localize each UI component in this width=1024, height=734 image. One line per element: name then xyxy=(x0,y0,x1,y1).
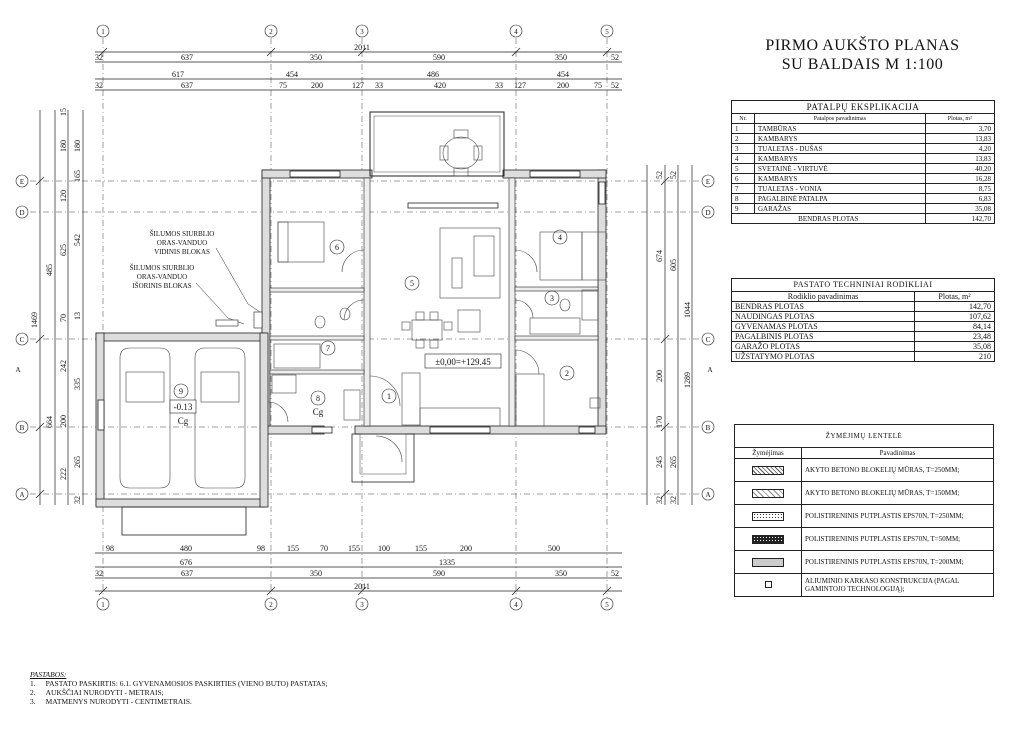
dimension-text: 350 xyxy=(310,569,322,578)
dimension-text: 75 xyxy=(594,81,602,90)
table-row xyxy=(732,164,995,174)
dimension-text: 180 xyxy=(59,140,68,152)
room-name: PAGALBINĖ PATALPA xyxy=(755,194,926,204)
heat-pump-outer-label: IŠORINIS BLOKAS xyxy=(132,282,192,290)
dimension-text: 32 xyxy=(95,53,103,62)
room-number: 6 xyxy=(732,174,755,184)
dimension-text: 542 xyxy=(73,234,82,246)
table-caption: PASTATO TECHNINIAI RODIKLIAI xyxy=(732,279,995,292)
room-area: 3,70 xyxy=(925,124,994,134)
dimension-text: 335 xyxy=(73,378,82,390)
dimension-text: 605 xyxy=(669,259,678,271)
dimension-text: 52 xyxy=(611,81,619,90)
dimension-text: 676 xyxy=(180,558,192,567)
dimension-text: 637 xyxy=(181,81,193,90)
dimension-text: 664 xyxy=(45,416,54,428)
dimension-text: 1469 xyxy=(30,312,39,328)
note-item xyxy=(30,679,328,688)
dimension-text: 15 xyxy=(59,108,68,116)
heat-pump-inner-label: ŠILUMOS SIURBLIO xyxy=(149,230,215,238)
table-row xyxy=(732,134,995,144)
room-name: TAMBŪRAS xyxy=(755,124,926,134)
dimension-text: 52 xyxy=(611,53,619,62)
room-area: 13,83 xyxy=(925,154,994,164)
dimension-text: 32 xyxy=(95,81,103,90)
dimension-text: 13 xyxy=(73,312,82,320)
column-header: Žymėjimas xyxy=(735,448,802,459)
hatch-swatch-icon xyxy=(752,558,784,567)
table-row xyxy=(735,482,994,505)
dimension-text: 98 xyxy=(106,544,114,553)
table-row xyxy=(732,204,995,214)
heat-pump-outer-label: ŠILUMOS SIURBLIO xyxy=(129,264,195,272)
dimension-text: 590 xyxy=(433,569,445,578)
dimension-text: 75 xyxy=(279,81,287,90)
note-number: 3. xyxy=(30,697,36,706)
dimension-text: 485 xyxy=(45,264,54,276)
hatch-swatch-icon xyxy=(752,489,784,498)
total-value: 142,70 xyxy=(925,214,994,224)
table-row xyxy=(732,124,995,134)
column-header: Plotas, m² xyxy=(925,114,994,124)
note-text: MATMENYS NURODYTI - CENTIMETRAIS. xyxy=(45,697,192,706)
dimension-text: 70 xyxy=(59,314,68,322)
table-row xyxy=(732,322,995,332)
dimension-text: 637 xyxy=(181,569,193,578)
room-number-label: 6 xyxy=(335,243,339,252)
cg-label: Cg xyxy=(312,407,324,417)
room-number: 8 xyxy=(732,194,755,204)
dimension-text: 454 xyxy=(557,70,569,79)
room-number-label: 8 xyxy=(316,394,320,403)
notes-block xyxy=(30,670,328,706)
grid-row-label: D xyxy=(19,209,25,217)
grid-row-label: E xyxy=(705,178,711,186)
dimension-text: 350 xyxy=(310,53,322,62)
dimension-text: 265 xyxy=(73,456,82,468)
indicator-name: UŽSTATYMO PLOTAS xyxy=(732,352,915,362)
legend-symbol-cell xyxy=(735,574,802,597)
room-number-label: 3 xyxy=(550,294,554,303)
dimension-text: 155 xyxy=(287,544,299,553)
dimension-text: 127 xyxy=(514,81,526,90)
dimension-text: 180 xyxy=(73,140,82,152)
room-name: KAMBARYS xyxy=(755,174,926,184)
room-number: 7 xyxy=(732,184,755,194)
room-number-label: 4 xyxy=(558,233,562,242)
room-area: 6,83 xyxy=(925,194,994,204)
room-number-label: 1 xyxy=(387,392,391,401)
room-name: KAMBARYS xyxy=(755,134,926,144)
table-total-row xyxy=(732,214,995,224)
dimension-text: 200 xyxy=(460,544,472,553)
note-item xyxy=(30,688,328,697)
dimension-text: 480 xyxy=(180,544,192,553)
indicator-name: PAGALBINIS PLOTAS xyxy=(732,332,915,342)
room-number-label: 7 xyxy=(326,344,330,353)
title-line-1: PIRMO AUKŠTO PLANAS xyxy=(765,37,960,54)
room-schedule-table xyxy=(731,100,995,224)
room-name: TUALETAS - DUŠAS xyxy=(755,144,926,154)
room-number-label: 9 xyxy=(179,387,183,396)
room-area: 13,83 xyxy=(925,134,994,144)
section-mark: A xyxy=(707,366,713,374)
dimension-text: 350 xyxy=(555,53,567,62)
room-number: 2 xyxy=(732,134,755,144)
grid-column-label: 2 xyxy=(269,28,273,36)
indicator-name: NAUDINGAS PLOTAS xyxy=(732,312,915,322)
grid-row-label: B xyxy=(19,424,25,432)
heat-pump-inner-label: ORAS-VANDUO xyxy=(156,239,208,247)
notes-heading: PASTABOS: xyxy=(30,670,67,679)
table-row xyxy=(732,194,995,204)
dimension-text: 2011 xyxy=(354,582,370,591)
dimension-text: 52 xyxy=(655,171,664,179)
table-caption-row xyxy=(732,279,995,292)
room-number-label: 2 xyxy=(565,369,569,378)
dimension-text: 70 xyxy=(320,544,328,553)
table-row xyxy=(732,184,995,194)
dimension-text: 350 xyxy=(555,569,567,578)
table-row xyxy=(732,342,995,352)
dimension-text: 590 xyxy=(433,53,445,62)
dimension-text: 1289 xyxy=(683,372,692,388)
cg-label: Cg xyxy=(177,416,189,426)
indicator-value: 107,62 xyxy=(915,312,995,322)
indicator-value: 84,14 xyxy=(915,322,995,332)
dimension-text: 155 xyxy=(348,544,360,553)
dimension-text: 200 xyxy=(557,81,569,90)
grid-column-label: 4 xyxy=(514,28,518,36)
dimension-text: 500 xyxy=(548,544,560,553)
grid-row-label: A xyxy=(705,491,711,499)
dimension-text: 222 xyxy=(59,468,68,480)
indicator-value: 35,08 xyxy=(915,342,995,352)
technical-indicators-table xyxy=(731,278,995,362)
total-label: BENDRAS PLOTAS xyxy=(732,214,926,224)
dimension-text: 155 xyxy=(415,544,427,553)
legend-description: AKYTO BETONO BLOKELIŲ MŪRAS, T=150MM; xyxy=(802,482,994,505)
grid-column-label: 1 xyxy=(101,28,105,36)
column-header: Nr. xyxy=(732,114,755,124)
room-area: 8,75 xyxy=(925,184,994,194)
table-row xyxy=(735,505,994,528)
table-header-row xyxy=(735,448,994,459)
hatch-swatch-icon xyxy=(752,535,784,544)
column-header: Pavadinimas xyxy=(802,448,994,459)
indicator-value: 23,48 xyxy=(915,332,995,342)
room-name: TUALETAS - VONIA xyxy=(755,184,926,194)
table-row xyxy=(732,332,995,342)
room-area: 4,20 xyxy=(925,144,994,154)
legend-description: POLISTIRENINIS PUTPLASTIS EPS70N, T=250MM; xyxy=(802,505,994,528)
grid-column-label: 3 xyxy=(360,28,364,36)
grid-row-label: A xyxy=(19,491,25,499)
dimension-text: 200 xyxy=(655,370,664,382)
dimension-text: 200 xyxy=(59,415,68,427)
table-caption: PATALPŲ EKSPLIKACIJA xyxy=(732,101,995,114)
dimension-text: 98 xyxy=(257,544,265,553)
grid-row-label: E xyxy=(19,178,25,186)
table-row xyxy=(735,551,994,574)
dimension-text: 52 xyxy=(611,569,619,578)
dimension-text: 625 xyxy=(59,244,68,256)
dimension-text: 265 xyxy=(669,456,678,468)
grid-row-label: C xyxy=(705,336,711,344)
note-text: PASTATO PASKIRTIS: 6.1. GYVENAMOSIOS PASKIRTIES (VIENO BUTO) PASTATAS; xyxy=(45,679,328,688)
legend-symbol-cell xyxy=(735,528,802,551)
heat-pump-outer-label: ORAS-VANDUO xyxy=(136,273,188,281)
grid-column-label: 1 xyxy=(101,601,105,609)
dimension-text: 33 xyxy=(495,81,503,90)
dimension-text: 2011 xyxy=(354,43,370,52)
legend-description: ALIUMINIO KARKASO KONSTRUKCIJA (PAGAL GAMINTOJO TECHNOLOGIJĄ); xyxy=(802,574,994,597)
table-row xyxy=(732,144,995,154)
hatch-swatch-icon xyxy=(752,512,784,521)
title-line-2: SU BALDAIS M 1:100 xyxy=(781,56,944,73)
table-row xyxy=(732,174,995,184)
legend-description: AKYTO BETONO BLOKELIŲ MŪRAS, T=250MM; xyxy=(802,459,994,482)
room-number: 9 xyxy=(732,204,755,214)
dimension-text: 32 xyxy=(95,569,103,578)
dimension-text: 100 xyxy=(378,544,390,553)
note-text: AUKŠČIAI NURODYTI - METRAIS; xyxy=(45,688,164,697)
indicator-value: 142,70 xyxy=(915,302,995,312)
dimension-text: 1044 xyxy=(683,302,692,318)
legend-symbol-cell xyxy=(735,505,802,528)
legend-symbol-cell xyxy=(735,482,802,505)
table-header-row xyxy=(732,292,995,302)
room-name: KAMBARYS xyxy=(755,154,926,164)
table-row xyxy=(735,459,994,482)
indicator-value: 210 xyxy=(915,352,995,362)
column-header: Patalpos pavadinimas xyxy=(755,114,926,124)
room-number: 1 xyxy=(732,124,755,134)
dimension-text: 200 xyxy=(311,81,323,90)
room-number: 5 xyxy=(732,164,755,174)
dimension-text: 637 xyxy=(181,53,193,62)
room-area: 16,28 xyxy=(925,174,994,184)
dimension-text: 52 xyxy=(669,171,678,179)
indicator-name: GARAŽO PLOTAS xyxy=(732,342,915,352)
grid-row-label: C xyxy=(19,336,25,344)
dimension-text: 420 xyxy=(434,81,446,90)
dimension-text: 120 xyxy=(59,190,68,202)
room-name: SVETAINĖ - VIRTUVĖ xyxy=(755,164,926,174)
column-header: Plotas, m² xyxy=(915,292,995,302)
dimension-text: 242 xyxy=(59,360,68,372)
table-row xyxy=(732,312,995,322)
dimension-text: 617 xyxy=(172,70,184,79)
dimension-text: 32 xyxy=(655,496,664,504)
indicator-name: BENDRAS PLOTAS xyxy=(732,302,915,312)
legend-symbol-cell xyxy=(735,459,802,482)
note-number: 2. xyxy=(30,688,36,697)
dimension-text: 127 xyxy=(352,81,364,90)
legend-symbol-cell xyxy=(735,551,802,574)
note-number: 1. xyxy=(30,679,36,688)
grid-row-label: D xyxy=(705,209,711,217)
elevation-mark-garage: -0.13 xyxy=(173,402,193,412)
grid-column-label: 2 xyxy=(269,601,273,609)
grid-column-label: 4 xyxy=(514,601,518,609)
table-caption: ŽYMĖJIMŲ LENTELĖ xyxy=(735,425,994,448)
table-header-row xyxy=(732,114,995,124)
table-caption-row xyxy=(735,425,994,448)
table-row xyxy=(735,574,994,597)
hatch-swatch-icon xyxy=(765,581,772,588)
legend-table xyxy=(734,424,994,597)
table-caption-row xyxy=(732,101,995,114)
legend-description: POLISTIRENINIS PUTPLASTIS EPS70N, T=200MM; xyxy=(802,551,994,574)
dimension-text: 32 xyxy=(73,496,82,504)
section-mark: A xyxy=(15,366,21,374)
drawing-title xyxy=(735,36,990,74)
grid-column-label: 5 xyxy=(605,601,609,609)
room-number: 4 xyxy=(732,154,755,164)
dimension-text: 32 xyxy=(669,496,678,504)
dimension-text: 1335 xyxy=(439,558,455,567)
indicator-name: GYVENAMAS PLOTAS xyxy=(732,322,915,332)
grid-column-label: 5 xyxy=(605,28,609,36)
dimension-text: 33 xyxy=(375,81,383,90)
room-number: 3 xyxy=(732,144,755,154)
room-area: 35,08 xyxy=(925,204,994,214)
table-row xyxy=(735,528,994,551)
column-header: Rodiklio pavadinimas xyxy=(732,292,915,302)
elevation-mark-main: ±0,00=+129.45 xyxy=(435,357,491,367)
dimension-text: 454 xyxy=(286,70,298,79)
dimension-text: 165 xyxy=(73,170,82,182)
table-row xyxy=(732,352,995,362)
note-item xyxy=(30,697,328,706)
heat-pump-inner-label: VIDINIS BLOKAS xyxy=(154,248,210,256)
dimension-text: 170 xyxy=(655,416,664,428)
dimension-text: 674 xyxy=(655,250,664,262)
grid-row-label: B xyxy=(705,424,711,432)
room-number-label: 5 xyxy=(410,279,414,288)
grid-column-label: 3 xyxy=(360,601,364,609)
room-area: 40,20 xyxy=(925,164,994,174)
table-row xyxy=(732,154,995,164)
dimension-text: 486 xyxy=(427,70,439,79)
table-row xyxy=(732,302,995,312)
legend-description: POLISTIRENINIS PUTPLASTIS EPS70N, T=50MM; xyxy=(802,528,994,551)
room-name: GARAŽAS xyxy=(755,204,926,214)
dimension-text: 245 xyxy=(655,456,664,468)
hatch-swatch-icon xyxy=(752,466,784,475)
